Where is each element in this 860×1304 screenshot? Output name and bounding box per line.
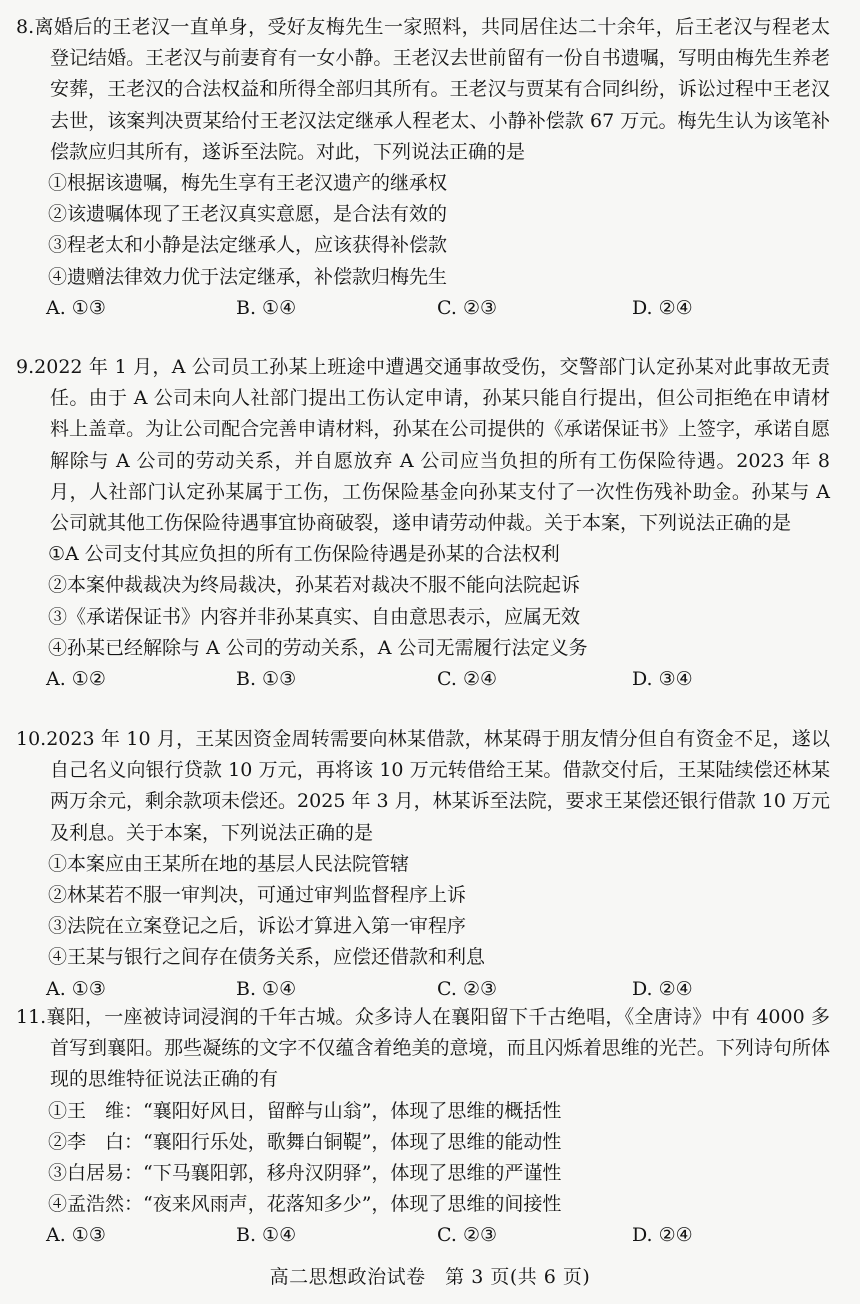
option-b[interactable]: B. ①④ [236,977,297,1000]
option-c[interactable]: C. ②③ [437,1224,498,1247]
page-footer: 高二思想政治试卷 第 3 页(共 6 页) [269,1266,591,1288]
answer-options [0,974,860,1005]
statement-1: ①根据该遗嘱，梅先生享有王老汉遗产的继承权 [48,172,448,195]
question-10 [0,724,860,1005]
statement-1: ①本案应由王某所在地的基层人民法院管辖 [48,852,410,875]
question-text: 离婚后的王老汉一直单身，受好友梅先生一家照料，共同居住达二十余年，后王老汉与程老太登记结婚。王老汉与前妻育有一女小静。王老汉去世前留有一份自书遗嘱，写明由梅先生养老安葬，王老汉的合法权益和所得全部归其所有。王老汉与贾某有合同纠纷，诉讼过程中王老汉去世，该案判决贾某给付王老汉法定继承人程老太、小静补偿款 67 万元。梅先生认为该笔补偿款应归其所有，遂诉至法院。对此，下列说法正确的是 [34,16,830,163]
statement-3: ③程老太和小静是法定继承人，应该获得补偿款 [48,234,448,257]
question-8 [0,12,860,324]
option-d[interactable]: D. ③④ [632,668,693,691]
question-number: 10. [16,728,47,750]
statement-1: ①王 维：“襄阳好风日，留醉与山翁”，体现了思维的概括性 [48,1099,562,1122]
question-stem [0,352,830,539]
statement-2: ②林某若不服一审判决，可通过审判监督程序上诉 [48,884,467,907]
option-b[interactable]: B. ①③ [236,668,297,691]
answer-options [0,664,860,695]
option-c[interactable]: C. ②③ [437,296,498,319]
question-9 [0,352,860,695]
option-d[interactable]: D. ②④ [632,977,693,1000]
answer-options [0,1220,860,1251]
question-number: 8. [16,16,35,38]
statement-2: ②李 白：“襄阳行乐处，歌舞白铜鞮”，体现了思维的能动性 [48,1130,562,1153]
question-text: 襄阳，一座被诗词浸润的千年古城。众多诗人在襄阳留下千古绝唱，《全唐诗》中有 4000 多首写到襄阳。那些凝练的文字不仅蕴含着绝美的意境，而且闪烁着思维的光芒。下列诗句所体现的思维特征说法正确的有 [46,1006,830,1091]
statement-4: ④孟浩然：“夜来风雨声，花落知多少”，体现了思维的间接性 [48,1193,562,1216]
option-b[interactable]: B. ①④ [236,1224,297,1247]
answer-options [0,293,860,324]
option-c[interactable]: C. ②③ [437,977,498,1000]
statement-4: ④王某与银行之间存在债务关系，应偿还借款和利息 [48,946,486,969]
statement-1: ①A 公司支付其应负担的所有工伤保险待遇是孙某的合法权利 [48,543,560,566]
question-stem [0,12,830,168]
statement-4: ④遗赠法律效力优于法定继承，补偿款归梅先生 [48,265,448,288]
question-number: 9. [16,356,35,378]
question-stem [0,724,830,849]
option-a[interactable]: A. ①③ [46,296,106,319]
statement-2: ②本案仲裁裁决为终局裁决，孙某若对裁决不服不能向法院起诉 [48,574,581,597]
question-text: 2022 年 1 月，A 公司员工孙某上班途中遭遇交通事故受伤，交警部门认定孙某对此事故无责任。由于 A 公司未向人社部门提出工伤认定申请，孙某只能自行提出，但公司拒绝在申请材料上盖章。为让公司配合完善申请材料，孙某在公司提供的《承诺保证书》上签字，承诺自愿解除与 A 公司的劳动关系，并自愿放弃 A 公司应当负担的所有工伤保险待遇。2023 年 8 月，人社部门认定孙某属于工伤，工伤保险基金向孙某支付了一次性伤残补助金。孙某与 A 公司就其他工伤保险待遇事宜协商破裂，遂申请劳动仲裁。关于本案，下列说法正确的是 [34,356,830,535]
statement-3: ③白居易：“下马襄阳郭，移舟汉阴驿”，体现了思维的严谨性 [48,1162,562,1185]
question-11 [0,1002,860,1251]
option-a[interactable]: A. ①③ [46,1224,106,1247]
question-stem [0,1002,830,1096]
option-d[interactable]: D. ②④ [632,1224,693,1247]
option-c[interactable]: C. ②④ [437,668,498,691]
option-b[interactable]: B. ①④ [236,296,297,319]
option-a[interactable]: A. ①② [46,668,106,691]
statement-3: ③《承诺保证书》内容并非孙某真实、自由意思表示，应属无效 [48,605,581,628]
option-d[interactable]: D. ②④ [632,296,693,319]
option-a[interactable]: A. ①③ [46,977,106,1000]
question-number: 11. [16,1006,47,1028]
statement-3: ③法院在立案登记之后，诉讼才算进入第一审程序 [48,915,467,938]
question-text: 2023 年 10 月，王某因资金周转需要向林某借款，林某碍于朋友情分但自有资金不足，遂以自己名义向银行贷款 10 万元，再将该 10 万元转借给王某。借款交付后，王某陆续偿还林某两万余元，剩余款项未偿还。2025 年 3 月，林某诉至法院，要求王某偿还银行借款 10 万元及利息。关于本案，下列说法正确的是 [46,728,830,844]
statement-2: ②该遗嘱体现了王老汉真实意愿，是合法有效的 [48,203,448,226]
statement-4: ④孙某已经解除与 A 公司的劳动关系，A 公司无需履行法定义务 [48,636,588,659]
